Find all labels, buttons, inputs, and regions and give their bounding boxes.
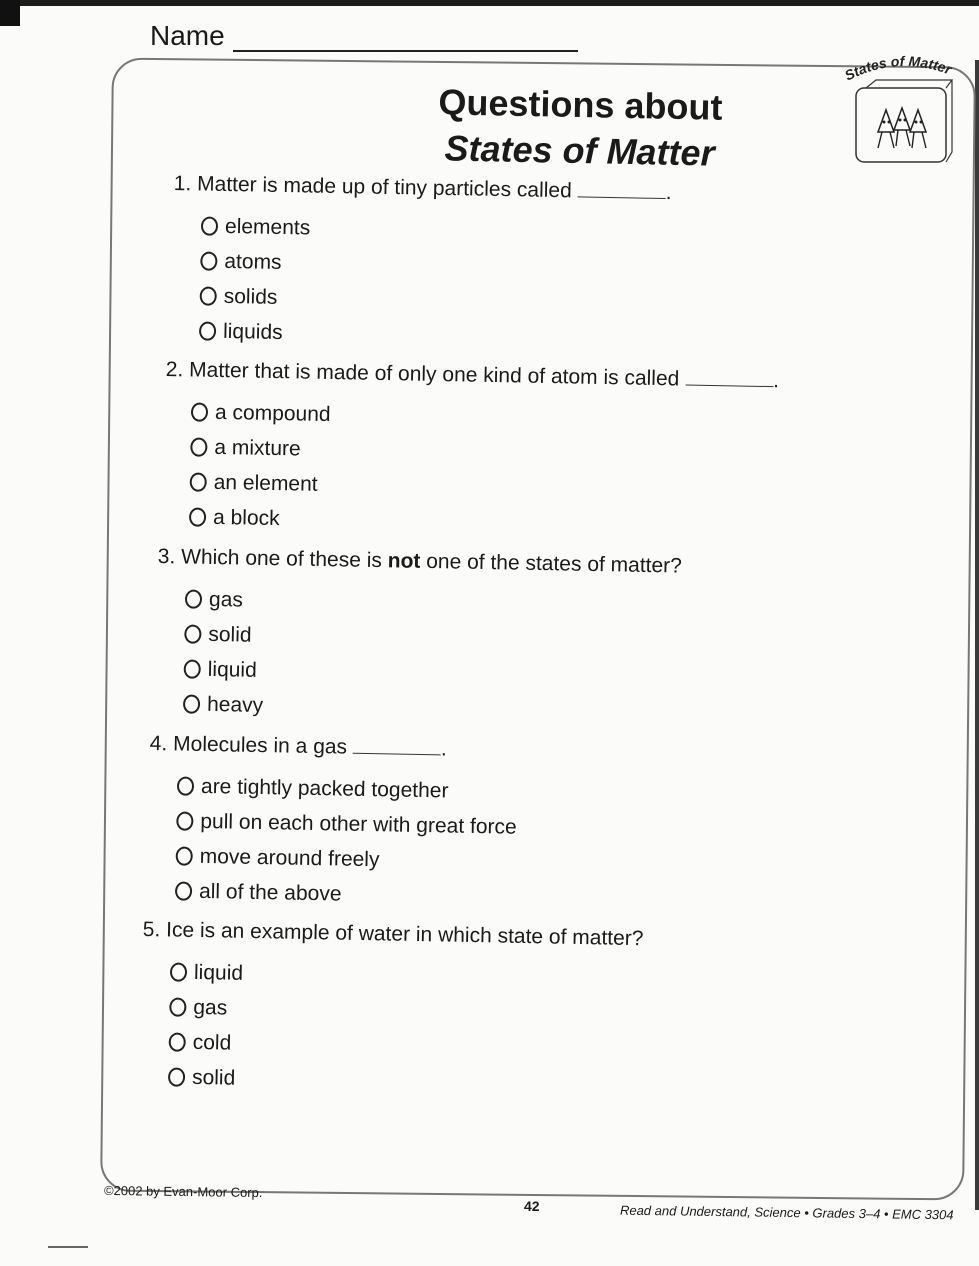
question-stem-after: one of the states of matter? xyxy=(426,549,683,578)
ice-cube-icon xyxy=(838,52,968,182)
radio-bubble-icon[interactable] xyxy=(200,251,217,270)
radio-bubble-icon[interactable] xyxy=(184,659,201,678)
page-number: 42 xyxy=(524,1198,540,1214)
option-label: solid xyxy=(191,1065,236,1090)
radio-bubble-icon[interactable] xyxy=(191,402,208,421)
question-number: 5. xyxy=(142,918,161,942)
name-field[interactable] xyxy=(233,26,578,52)
option-label: move around freely xyxy=(199,844,380,871)
answer-blank xyxy=(578,180,666,199)
option-label: liquid xyxy=(207,657,257,682)
option-label: elements xyxy=(224,214,311,240)
option-label: gas xyxy=(193,995,228,1020)
answer-blank xyxy=(353,737,441,756)
title-line-1: Questions about xyxy=(438,81,723,128)
option-label: heavy xyxy=(206,692,264,717)
radio-bubble-icon[interactable] xyxy=(185,590,202,609)
answer-blank xyxy=(685,369,773,388)
name-label: Name xyxy=(150,20,225,51)
option-label: a mixture xyxy=(214,435,301,460)
radio-bubble-icon[interactable] xyxy=(190,437,207,456)
question-stem: Ice is an example of water in which state of matter? xyxy=(165,918,644,951)
radio-bubble-icon[interactable] xyxy=(168,1067,185,1086)
radio-bubble-icon[interactable] xyxy=(175,881,192,900)
radio-bubble-icon[interactable] xyxy=(169,1032,186,1051)
option-label: are tightly packed together xyxy=(200,774,449,802)
scan-edge-right xyxy=(975,60,979,1210)
option-label: solid xyxy=(208,622,252,647)
question-stem-emphasis: not xyxy=(387,549,421,573)
radio-bubble-icon[interactable] xyxy=(190,472,207,491)
question-2-text: 2. Matter that is made of only one kind of atom is called . xyxy=(165,358,780,393)
question-stem: Matter is made up of tiny particles called xyxy=(196,172,572,203)
radio-bubble-icon[interactable] xyxy=(176,811,193,830)
scan-edge-top xyxy=(0,0,979,6)
question-stem: Matter that is made of only one kind of atom is called xyxy=(188,358,680,391)
radio-bubble-icon[interactable] xyxy=(200,286,217,305)
question-4-text: 4. Molecules in a gas . xyxy=(149,732,448,761)
option-label: a block xyxy=(212,505,280,530)
title-line-2: States of Matter xyxy=(444,127,715,174)
page-title xyxy=(359,78,801,178)
question-2 xyxy=(163,358,780,545)
radio-bubble-icon[interactable] xyxy=(201,217,218,236)
radio-bubble-icon[interactable] xyxy=(189,507,206,526)
question-number: 1. xyxy=(173,172,192,196)
option-label: atoms xyxy=(224,249,282,274)
option-label: gas xyxy=(208,587,244,612)
name-row xyxy=(150,20,578,52)
option-label: an element xyxy=(213,470,318,496)
option-label: a compound xyxy=(214,400,331,426)
radio-bubble-icon[interactable] xyxy=(184,624,201,643)
option-4d[interactable] xyxy=(175,873,516,914)
question-1 xyxy=(171,172,672,357)
option-label: pull on each other with great force xyxy=(200,809,517,839)
radio-bubble-icon[interactable] xyxy=(169,997,186,1016)
option-label: solids xyxy=(223,284,278,309)
radio-bubble-icon[interactable] xyxy=(177,777,194,796)
question-stem: Molecules in a gas xyxy=(172,732,348,759)
option-label: all of the above xyxy=(198,879,342,906)
question-number: 4. xyxy=(149,732,168,756)
option-label: liquid xyxy=(193,960,244,985)
option-label: cold xyxy=(192,1030,232,1055)
radio-bubble-icon[interactable] xyxy=(176,846,193,865)
series-info: Read and Understand, Science • Grades 3–4 • EMC 3304 xyxy=(619,1202,954,1223)
question-5 xyxy=(140,918,644,1103)
svg-text:States of Matter xyxy=(842,53,955,84)
radio-bubble-icon[interactable] xyxy=(170,963,187,982)
question-4 xyxy=(147,732,519,915)
question-number: 3. xyxy=(157,545,176,569)
radio-bubble-icon[interactable] xyxy=(199,321,216,340)
scan-mark xyxy=(48,1246,88,1248)
badge-text: States of Matter xyxy=(841,52,954,84)
states-of-matter-badge xyxy=(838,52,968,182)
option-label: liquids xyxy=(222,319,283,344)
question-3 xyxy=(155,545,682,731)
copyright: ©2002 by Evan-Moor Corp. xyxy=(103,1182,263,1201)
question-1-text: 1. Matter is made up of tiny particles called . xyxy=(173,172,672,205)
question-stem-before: Which one of these is xyxy=(180,545,383,573)
scan-edge-left xyxy=(0,0,20,26)
question-number: 2. xyxy=(165,358,184,382)
radio-bubble-icon[interactable] xyxy=(183,694,200,713)
